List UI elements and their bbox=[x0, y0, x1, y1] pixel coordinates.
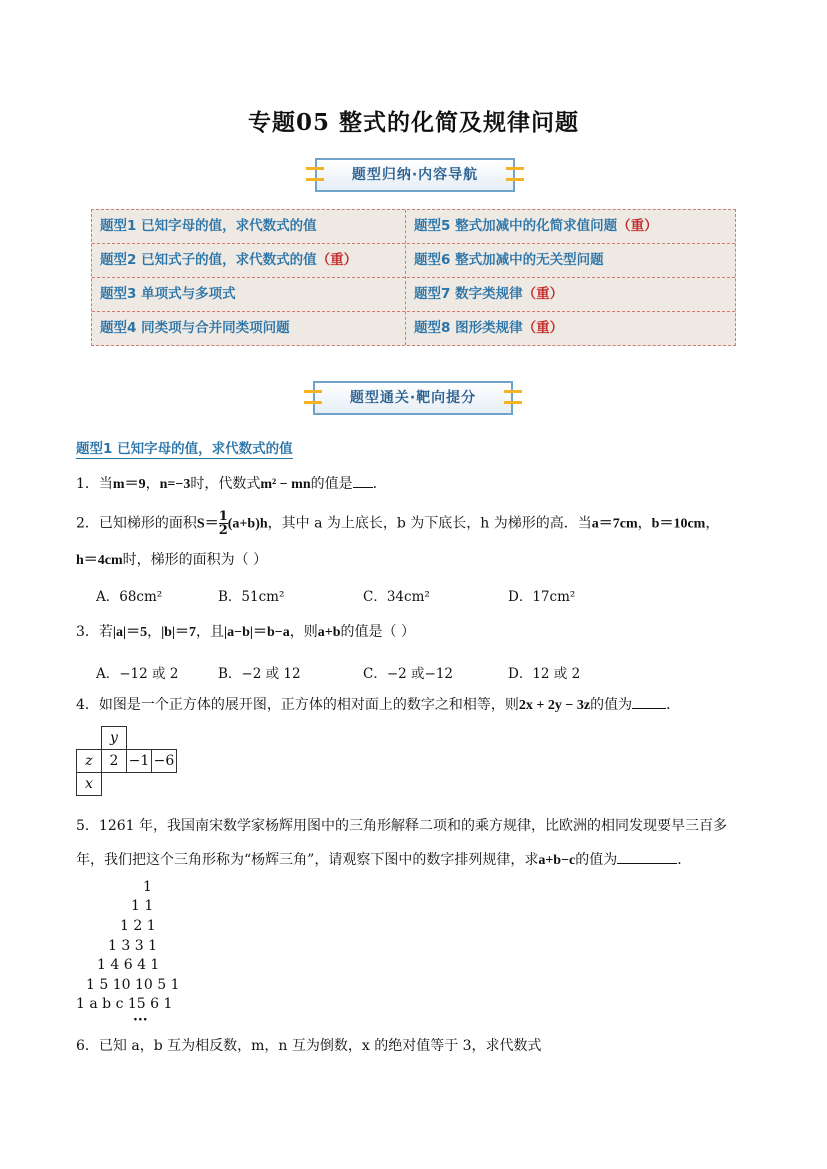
q3-option-d[interactable]: D．12 或 2 bbox=[508, 666, 581, 682]
nav-item-7[interactable]: 题型7 数字类规律（重） bbox=[414, 286, 564, 302]
cube-face-x: x bbox=[77, 773, 102, 796]
nav-item-2[interactable]: 题型2 已知式子的值，求代数式的值（重） bbox=[100, 252, 358, 268]
question-5-cont: 年，我们把这个三角形称为“杨辉三角”，请观察下图中的数字排列规律，求a+b−c的值为 ． bbox=[76, 849, 691, 871]
triangle-row-1: 1 bbox=[143, 879, 152, 895]
answer-blank[interactable] bbox=[353, 473, 373, 488]
triangle-row-6: 1 5 10 10 5 1 bbox=[86, 977, 180, 993]
triangle-row-5: 1 4 6 4 1 bbox=[97, 957, 160, 973]
banner-ornament-left bbox=[304, 390, 322, 404]
cube-face-y: y bbox=[102, 727, 127, 750]
triangle-row-4: 1 3 3 1 bbox=[108, 938, 157, 954]
q2-option-a[interactable]: A．68cm² bbox=[96, 589, 163, 605]
section-heading[interactable]: 题型1 已知字母的值，求代数式的值 bbox=[76, 441, 293, 457]
nav-item-3[interactable]: 题型3 单项式与多项式 bbox=[100, 286, 236, 302]
cube-face-z: z bbox=[77, 750, 102, 773]
cube-face-neg1: −1 bbox=[127, 750, 152, 773]
triangle-row-7: 1 a b c 15 6 1 bbox=[76, 996, 173, 1012]
answer-blank[interactable] bbox=[632, 694, 666, 709]
q2-option-c[interactable]: C．34cm² bbox=[363, 589, 430, 605]
answer-blank[interactable] bbox=[617, 849, 677, 864]
banner-ornament-left bbox=[306, 167, 324, 181]
triangle-ellipsis: ··· bbox=[133, 1012, 148, 1028]
q2-option-d[interactable]: D．17cm² bbox=[508, 589, 576, 605]
q3-option-b[interactable]: B．−2 或 12 bbox=[218, 666, 301, 682]
question-3: 3．若|a|＝5，|b|＝7，且|a−b|＝b−a，则a+b的值是（ ） bbox=[76, 624, 415, 640]
triangle-row-2: 1 1 bbox=[131, 898, 154, 914]
nav-item-4[interactable]: 题型4 同类项与合并同类项问题 bbox=[100, 320, 290, 336]
question-2-cont: h＝4cm时，梯形的面积为（ ） bbox=[76, 552, 268, 568]
question-1: 1．当m＝9，n=−3时，代数式m² − mn的值是 ． bbox=[76, 473, 387, 495]
question-2: 2．已知梯形的面积$S=\frac{1}{2}$ (a+b)h，其中 a 为上底长，b 为下底长，h 为梯形的高．当a＝7cm，b＝10cm， bbox=[76, 509, 720, 538]
nav-item-5[interactable]: 题型5 整式加减中的化简求值问题（重） bbox=[414, 218, 658, 234]
practice-banner bbox=[313, 381, 513, 415]
question-5: 5．1261 年，我国南宋数学家杨辉用图中的三角形解释二项和的乘方规律，比欧洲的相同发现要早三百多 bbox=[76, 818, 727, 834]
cube-face-2: 2 bbox=[102, 750, 127, 773]
triangle-row-3: 1 2 1 bbox=[120, 918, 156, 934]
question-4: 4．如图是一个正方体的展开图，正方体的相对面上的数字之和相等，则2x + 2y − 3z的值为 ． bbox=[76, 694, 680, 716]
banner-ornament-right bbox=[504, 390, 522, 404]
q3-option-c[interactable]: C．−2 或−12 bbox=[363, 666, 454, 682]
cube-net bbox=[76, 726, 202, 796]
banner-title: 题型通关·靶向提分 bbox=[349, 390, 477, 406]
content-nav-table bbox=[91, 209, 736, 346]
fraction-half: $\frac{1}{2}$ bbox=[218, 509, 228, 538]
nav-item-6[interactable]: 题型6 整式加减中的无关型问题 bbox=[414, 252, 604, 268]
nav-item-1[interactable]: 题型1 已知字母的值，求代数式的值 bbox=[100, 218, 317, 234]
banner-title: 题型归纳·内容导航 bbox=[351, 167, 479, 183]
page-title: 专题05 整式的化简及规律问题 bbox=[247, 109, 579, 136]
question-6: 6．已知 a，b 互为相反数，m，n 互为倒数，x 的绝对值等于 3，求代数式 bbox=[76, 1038, 542, 1054]
nav-banner bbox=[315, 158, 515, 192]
q2-option-b[interactable]: B．51cm² bbox=[218, 589, 285, 605]
cube-face-neg6: −6 bbox=[152, 750, 177, 773]
nav-item-8[interactable]: 题型8 图形类规律（重） bbox=[414, 320, 564, 336]
q3-option-a[interactable]: A．−12 或 2 bbox=[96, 666, 179, 682]
banner-ornament-right bbox=[506, 167, 524, 181]
